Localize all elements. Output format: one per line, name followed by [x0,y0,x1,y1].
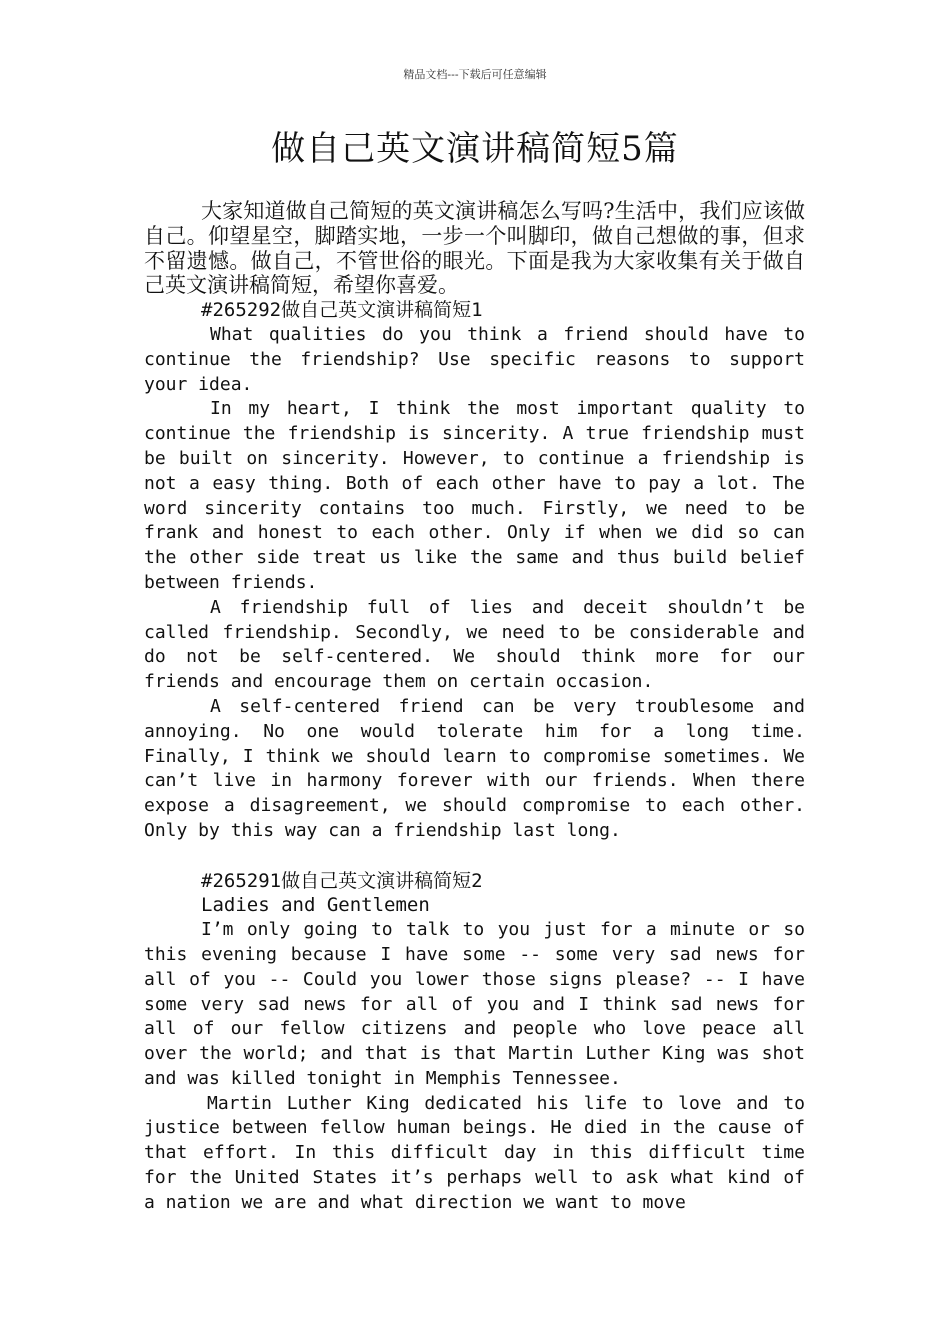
section-1-paragraph-1: What qualities do you think a friend should have to continue the friendship? Use specific reasons to support your idea. [144,323,805,395]
header-note: 精品文档---下载后可任意编辑 [403,68,547,81]
document-body [144,199,805,1216]
section-1-paragraph-4: A self-centered friend can be very troublesome and annoying. No one would tolerate him for a long time. Finally, I think we should learn to compromise sometimes. We can’t live in harmony forever with our friends. When there expose a disagreement, we should compromise to each other. Only by this way can a friendship last long. [144,695,805,841]
intro-paragraph: 大家知道做自己简短的英文演讲稿怎么写吗?生活中，我们应该做自己。仰望星空，脚踏实地，一步一个叫脚印，做自己想做的事，但求不留遗憾。做自己，不管世俗的眼光。下面是我为大家收集有关于做自己英文演讲稿简短，希望你喜爱。 [144,199,805,298]
section-1-heading: #265292做自己英文演讲稿简短1 [201,299,483,322]
section-2-paragraph-1: I’m only going to talk to you just for a minute or so this evening because I have some -- some very sad news for all of you -- Could you lower those signs please? -- I have some very sad news for all of you and I think sad news for all of our fellow citizens and people who love peace all over the world; and that is that Martin Luther King was shot and was killed tonight in Memphis Tennessee. [144,919,805,1089]
section-spacer [144,844,805,869]
section-2-heading: #265291做自己英文演讲稿简短2 [201,869,483,892]
section-1-paragraph-2: In my heart, I think the most important quality to continue the friendship is sincerity. A true friendship must be built on sincerity. However, to continue a friendship is not a easy thing. Both of each other have to pay a lot. The word sincerity contains too much. Firstly, we need to be frank and honest to each other. Only if when we did so can the other side treat us like the same and thus build belief between friends. [144,398,805,593]
document-title: 做自己英文演讲稿简短5篇 [271,129,679,169]
section-2-paragraph-2: Martin Luther King dedicated his life to love and to justice between fellow human beings. He died in the cause of that effort. In this difficult day in this difficult time for the United States it’s perhaps well to ask what kind of a nation we are and what direction we want to move [144,1092,805,1213]
section-2-salutation: Ladies and Gentlemen [201,894,430,917]
section-1-paragraph-3: A friendship full of lies and deceit shouldn’t be called friendship. Secondly, we need to be considerable and do not be self-centered. We should think more for our friends and encourage them on certain occasion. [144,596,805,693]
